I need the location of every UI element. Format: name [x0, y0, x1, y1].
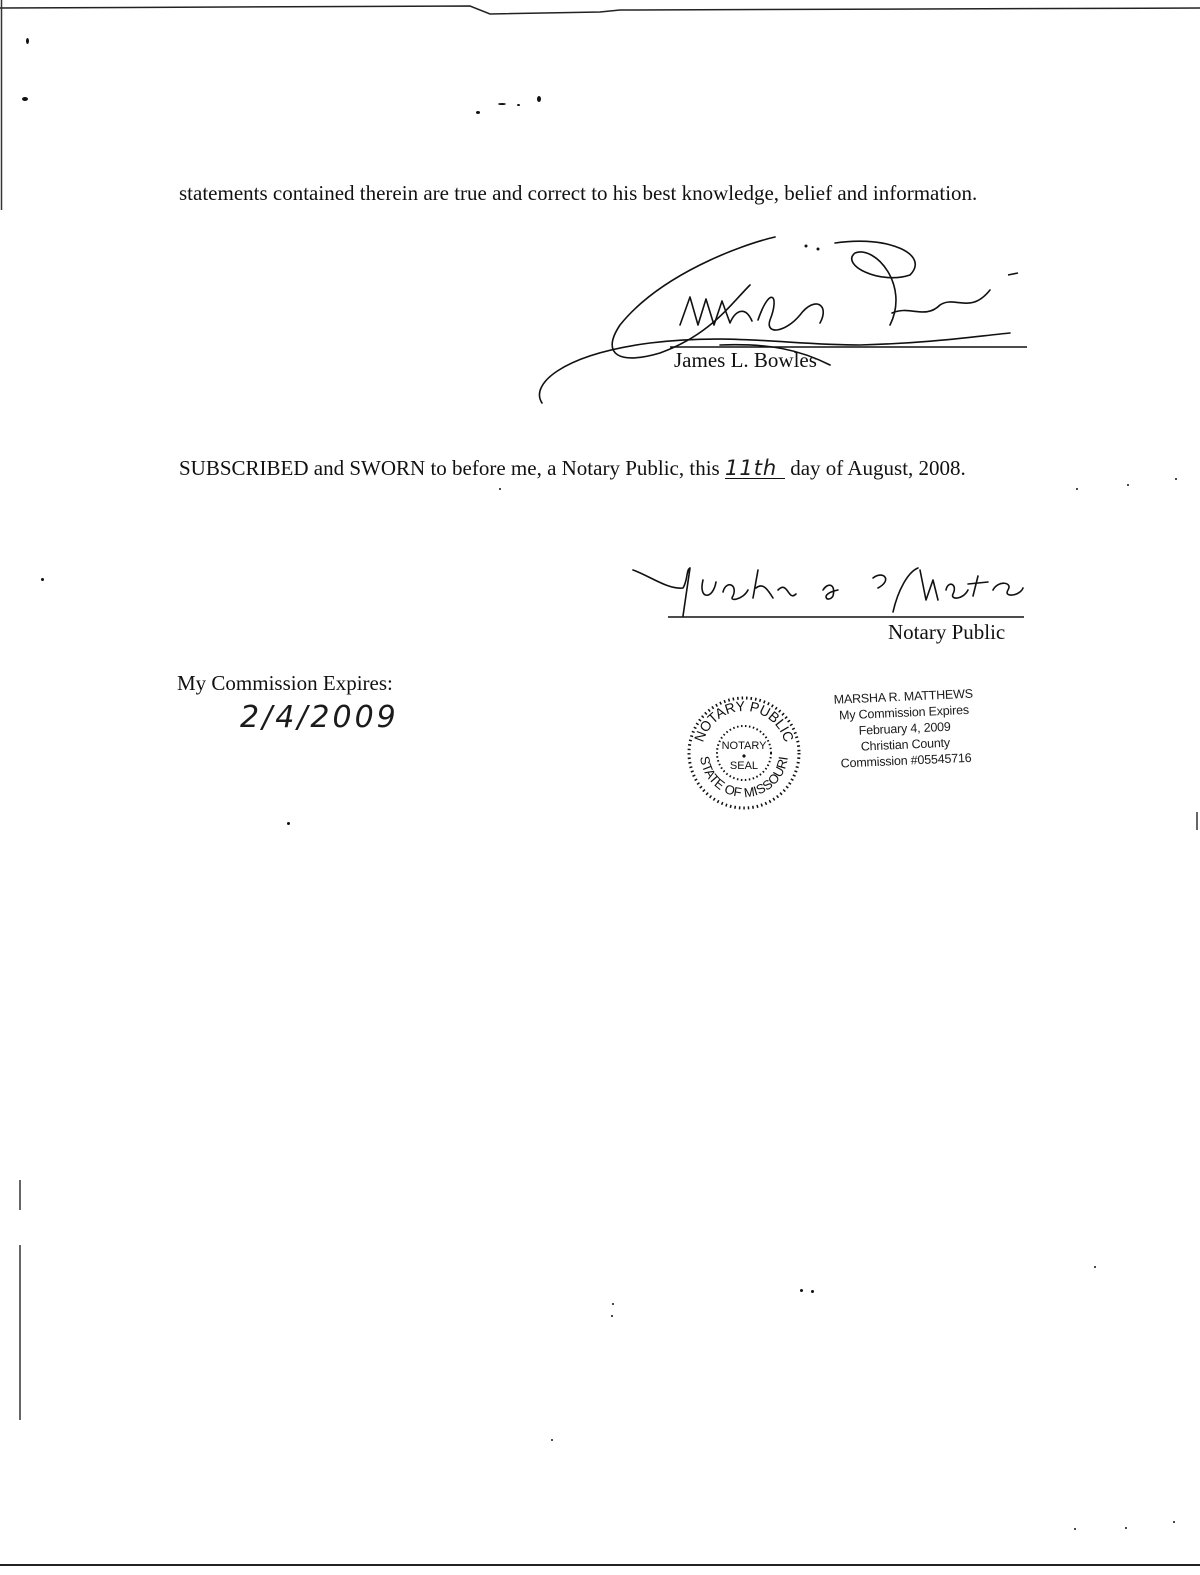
notary-signature [628, 560, 1028, 620]
stamp-line-4: Christian County [860, 735, 951, 754]
jurat-text-end: day of August, 2008. [790, 456, 966, 480]
statement-paragraph: statements contained therein are true and correct to his best knowledge, belief and information. [179, 181, 978, 205]
seal-center-top: NOTARY [721, 740, 767, 752]
notary-seal [684, 695, 804, 810]
jurat-paragraph [179, 456, 1031, 481]
stamp-line-5: Commission #05545716 [840, 750, 972, 771]
day-handwritten: 11th [724, 456, 778, 480]
notary-stamp-text [828, 685, 981, 771]
jurat-text-start: SUBSCRIBED and SWORN to before me, a Notary Public, this [179, 456, 720, 480]
stamp-name: MARSHA R. MATTHEWS [833, 686, 974, 707]
seal-center-bottom: SEAL [729, 760, 759, 772]
commission-expires-label: My Commission Expires: [177, 671, 393, 695]
affiant-signature [530, 225, 1030, 410]
stamp-line-2: My Commission Expires [838, 702, 970, 723]
seal-ring-top: NOTARY PUBLIC [690, 697, 798, 744]
notary-label: Notary Public [888, 620, 1006, 644]
affiant-name: James L. Bowles [674, 348, 817, 372]
seal-ring-bottom: STATE OF MISSOURI [697, 754, 791, 801]
commission-date-handwritten: 2/4/2009 [240, 700, 399, 735]
stamp-line-3: February 4, 2009 [858, 719, 951, 738]
day-blank [725, 458, 785, 479]
